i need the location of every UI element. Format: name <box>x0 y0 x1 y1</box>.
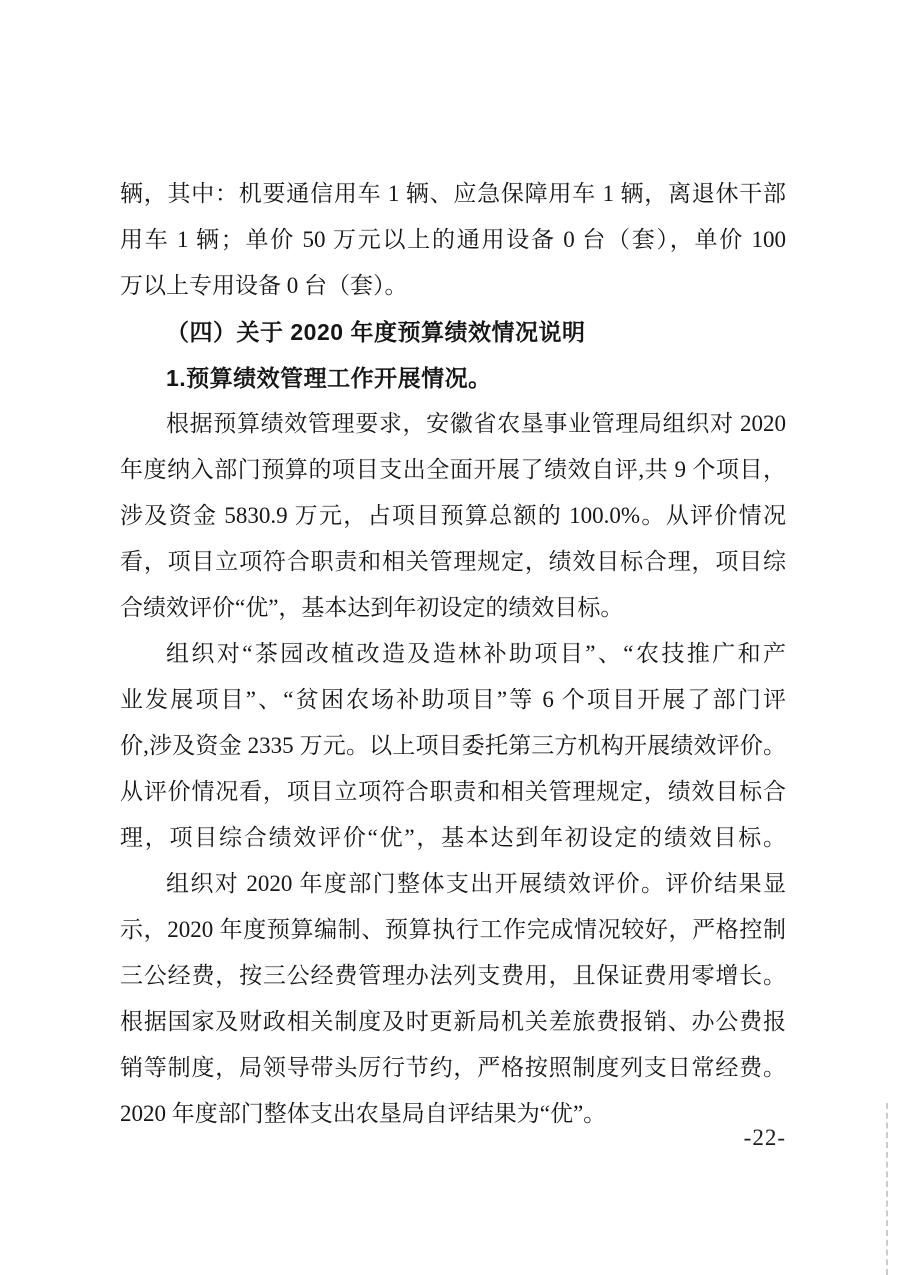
body-line: 2020 年度部门整体支出农垦局自评结果为“优”。 <box>120 1101 607 1126</box>
body-line: 用车 1 辆；单价 50 万元以上的通用设备 0 台（套），单价 100 <box>120 227 786 252</box>
section-heading: （四）关于 2020 年度预算绩效情况说明 <box>166 319 586 345</box>
body-line: 根据预算绩效管理要求，安徽省农垦事业管理局组织对 2020 <box>166 411 786 436</box>
body-line: 示，2020 年度预算编制、预算执行工作完成情况较好，严格控制 <box>120 917 786 942</box>
body-line: 理，项目综合绩效评价“优”，基本达到年初设定的绩效目标。 <box>120 825 786 850</box>
body-line: 销等制度，局领导带头厉行节约，严格按照制度列支日常经费。 <box>120 1055 786 1080</box>
body-line: 年度纳入部门预算的项目支出全面开展了绩效自评,共 9 个项目， <box>120 457 786 482</box>
body-line: 组织对 2020 年度部门整体支出开展绩效评价。评价结果显 <box>166 871 786 896</box>
body-line: 合绩效评价“优”，基本达到年初设定的绩效目标。 <box>120 595 624 620</box>
body-line: 业发展项目”、“贫困农场补助项目”等 6 个项目开展了部门评 <box>120 687 786 712</box>
scan-edge-dashed-line <box>886 1103 888 1275</box>
page-number: -22- <box>743 1125 786 1150</box>
body-line: 根据国家及财政相关制度及时更新局机关差旅费报销、办公费报 <box>120 1009 786 1034</box>
body-line: 价,涉及资金 2335 万元。以上项目委托第三方机构开展绩效评价。 <box>120 733 786 758</box>
body-line: 万以上专用设备 0 台（套）。 <box>120 273 408 298</box>
subsection-heading: 1.预算绩效管理工作开展情况。 <box>166 365 492 391</box>
body-line: 看，项目立项符合职责和相关管理规定，绩效目标合理，项目综 <box>120 549 786 574</box>
body-line: 涉及资金 5830.9 万元，占项目预算总额的 100.0%。从评价情况 <box>120 503 786 528</box>
body-line: 辆，其中：机要通信用车 1 辆、应急保障用车 1 辆，离退休干部 <box>120 181 786 206</box>
body-line: 三公经费，按三公经费管理办法列支费用，且保证费用零增长。 <box>120 963 786 988</box>
body-line: 组织对“茶园改植改造及造林补助项目”、“农技推广和产 <box>166 641 786 666</box>
document-text-block <box>120 171 786 1137</box>
body-line: 从评价情况看，项目立项符合职责和相关管理规定，绩效目标合 <box>120 779 786 804</box>
